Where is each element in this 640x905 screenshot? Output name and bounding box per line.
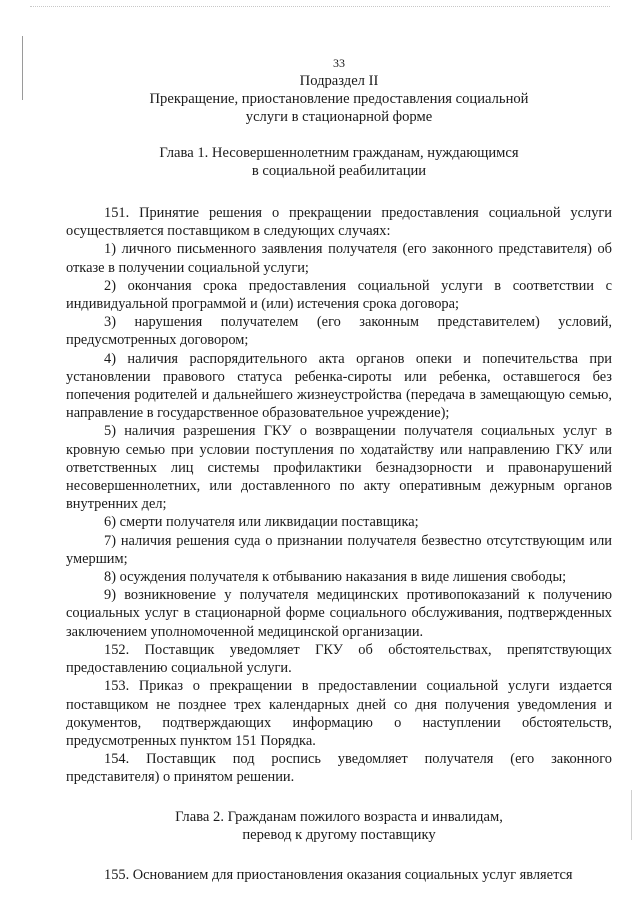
page-number: 33 bbox=[333, 56, 345, 70]
chapter-title-line: в социальной реабилитации bbox=[251, 162, 427, 179]
paragraph: 155. Основанием для приостановления оказания социальных услуг является bbox=[104, 866, 573, 883]
list-item: 9) возникновение у получателя медицинских противопоказаний к получению социальных услуг в стационарной форме социального обслуживания, подтвержденных заключением уполномоченной медицинской организации. bbox=[66, 587, 612, 640]
list-item: 3) нарушения получателем (его законным представителем) условий, предусмотренных договором; bbox=[66, 314, 612, 349]
chapter-1-body bbox=[66, 204, 612, 787]
list-item: 5) наличия разрешения ГКУ о возвращении получателя социальных услуг в кровную семью при условии поступления по ходатайству или направлению ГКУ или ответственных лиц системы профилактики безнадзорности и правонарушений несовершеннолетних, или доставленного по акту оперативным дежурным органов внутренних дел; bbox=[66, 423, 612, 513]
section-heading bbox=[66, 72, 612, 127]
paragraph: 153. Приказ о прекращении в предоставлении социальной услуги издается поставщиком не позднее трех календарных дней со дня получения уведомления и документов, подтверждающих информацию о наступлении обстоятельств, предусмотренных пунктом 151 Порядка. bbox=[66, 678, 612, 749]
chapter-heading bbox=[66, 808, 612, 844]
chapter-title-line: перевод к другому поставщику bbox=[242, 826, 436, 843]
chapter-2-body bbox=[66, 866, 612, 884]
list-item: 2) окончания срока предоставления социальной услуги в соответствии с индивидуальной программой и (или) истечения срока договора; bbox=[66, 277, 612, 313]
scan-margin-mark bbox=[631, 790, 632, 840]
list-item: 7) наличия решения суда о признании получателя безвестно отсутствующим или умершим; bbox=[66, 532, 612, 567]
document-body bbox=[66, 56, 612, 884]
paragraph: 152. Поставщик уведомляет ГКУ об обстоятельствах, препятствующих предоставлению социальной услуги. bbox=[66, 641, 612, 677]
section-title-line: Прекращение, приостановление предоставления социальной bbox=[149, 91, 529, 108]
section-label: Подраздел II bbox=[299, 73, 379, 89]
scan-margin-mark bbox=[22, 36, 23, 100]
paragraph: 151. Принятие решения о прекращении предоставления социальной услуги осуществляется поставщиком в следующих случаях: bbox=[66, 205, 612, 240]
chapter-heading bbox=[66, 144, 612, 180]
section-title-line: услуги в стационарной форме bbox=[245, 109, 433, 126]
list-item: 8) осуждения получателя к отбыванию наказания в виде лишения свободы; bbox=[104, 569, 567, 586]
scan-edge-line bbox=[30, 6, 610, 8]
paragraph: 154. Поставщик под роспись уведомляет получателя (его законного представителя) о принятом решении. bbox=[66, 751, 612, 786]
chapter-title-line: Глава 1. Несовершеннолетним гражданам, нуждающимся bbox=[159, 144, 519, 161]
list-item: 4) наличия распорядительного акта органов опеки и попечительства при установлении правового статуса ребенка-сироты или ребенка, оставшегося без попечения родителей и дальнейшего жизнеустройства (передача в замещающую семью, направление в государственное образовательное учреждение); bbox=[66, 350, 612, 422]
list-item: 6) смерти получателя или ликвидации поставщика; bbox=[104, 514, 419, 531]
chapter-title-line: Глава 2. Гражданам пожилого возраста и инвалидам, bbox=[175, 808, 503, 825]
list-item: 1) личного письменного заявления получателя (его законного представителя) об отказе в получении социальной услуги; bbox=[66, 241, 612, 276]
